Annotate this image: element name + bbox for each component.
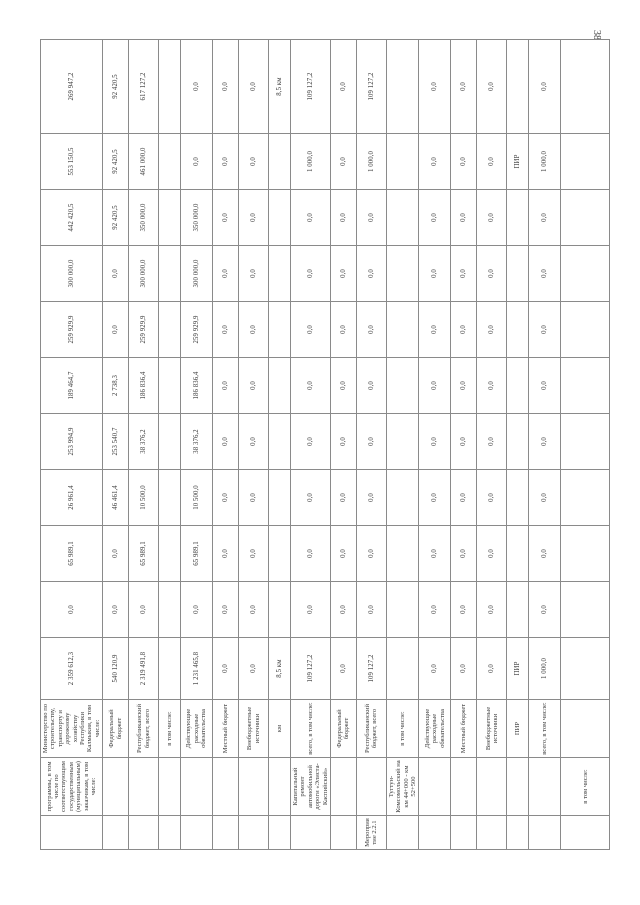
- value-cell: 92 420,5: [103, 40, 129, 134]
- value-cell: 2 319 491,8: [129, 638, 159, 700]
- value-cell: 1 000,0: [356, 134, 386, 190]
- value-cell: 1 000,0: [291, 134, 331, 190]
- value-cell: [507, 190, 529, 246]
- value-cell: 0,0: [330, 526, 356, 582]
- table-row: [129, 40, 159, 850]
- value-cell: [561, 134, 610, 190]
- value-cell: 65 989,1: [129, 526, 159, 582]
- value-cell: 269 947,2: [41, 40, 103, 134]
- table-row: [451, 40, 477, 850]
- row-name: Тугтун-Комсомольский на км 44+000 - км 52+500: [386, 758, 419, 816]
- value-cell: 0,0: [213, 470, 239, 526]
- row-name: [356, 758, 386, 816]
- value-cell: 0,0: [477, 40, 507, 134]
- value-cell: 0,0: [291, 302, 331, 358]
- value-cell: 617 127,2: [129, 40, 159, 134]
- value-cell: 0,0: [239, 470, 269, 526]
- row-name: программы, в том числе по соответствующим государственным (муниципальным) заказчикам, в том числе:: [41, 758, 103, 816]
- table-row: [477, 40, 507, 850]
- value-cell: 0,0: [356, 414, 386, 470]
- value-cell: [386, 470, 419, 526]
- value-cell: 0,0: [419, 526, 451, 582]
- value-cell: 10 500,0: [181, 470, 213, 526]
- value-cell: 0,0: [291, 414, 331, 470]
- value-cell: 0,0: [330, 40, 356, 134]
- row-code: [386, 816, 419, 850]
- value-cell: 0,0: [419, 358, 451, 414]
- value-cell: ПИР: [507, 638, 529, 700]
- funding-source: Республиканский бюджет, всего: [129, 700, 159, 758]
- value-cell: [561, 40, 610, 134]
- value-cell: 0,0: [529, 582, 561, 638]
- table-row: [213, 40, 239, 850]
- value-cell: [386, 526, 419, 582]
- value-cell: [507, 470, 529, 526]
- funding-source: Местный бюджет: [451, 700, 477, 758]
- value-cell: 0,0: [356, 190, 386, 246]
- value-cell: 0,0: [477, 246, 507, 302]
- value-cell: 0,0: [239, 414, 269, 470]
- row-code: [181, 816, 213, 850]
- value-cell: 46 461,4: [103, 470, 129, 526]
- value-cell: 0,0: [451, 414, 477, 470]
- value-cell: [507, 582, 529, 638]
- value-cell: 540 120,9: [103, 638, 129, 700]
- value-cell: 0,0: [356, 302, 386, 358]
- value-cell: [561, 470, 610, 526]
- value-cell: [561, 582, 610, 638]
- value-cell: 0,0: [103, 582, 129, 638]
- value-cell: [507, 40, 529, 134]
- value-cell: 2 359 612,3: [41, 638, 103, 700]
- value-cell: 10 500,0: [129, 470, 159, 526]
- value-cell: 65 989,1: [181, 526, 213, 582]
- value-cell: 0,0: [419, 40, 451, 134]
- value-cell: [159, 190, 181, 246]
- funding-source: км: [269, 700, 291, 758]
- value-cell: 0,0: [477, 526, 507, 582]
- value-cell: 0,0: [330, 302, 356, 358]
- value-cell: 0,0: [529, 302, 561, 358]
- funding-source: Федеральный бюджет: [103, 700, 129, 758]
- value-cell: 0,0: [181, 134, 213, 190]
- value-cell: [386, 246, 419, 302]
- value-cell: 0,0: [239, 582, 269, 638]
- value-cell: 0,0: [529, 40, 561, 134]
- row-code: [291, 816, 331, 850]
- funding-source: в том числе:: [386, 700, 419, 758]
- value-cell: [507, 302, 529, 358]
- value-cell: 253 994,9: [41, 414, 103, 470]
- budget-table: [40, 39, 610, 850]
- value-cell: 38 376,2: [181, 414, 213, 470]
- value-cell: 0,0: [529, 190, 561, 246]
- value-cell: 0,0: [239, 638, 269, 700]
- value-cell: [159, 638, 181, 700]
- value-cell: 0,0: [529, 414, 561, 470]
- value-cell: 0,0: [239, 40, 269, 134]
- value-cell: 300 000,0: [129, 246, 159, 302]
- value-cell: 0,0: [477, 358, 507, 414]
- row-code: [330, 816, 356, 850]
- value-cell: 0,0: [330, 246, 356, 302]
- value-cell: [386, 358, 419, 414]
- value-cell: [561, 414, 610, 470]
- funding-source: всего, в том числе:: [529, 700, 561, 758]
- value-cell: [269, 414, 291, 470]
- row-name: [529, 758, 561, 816]
- value-cell: 109 127,2: [356, 638, 386, 700]
- funding-source: Внебюджетные источники: [477, 700, 507, 758]
- value-cell: 0,0: [291, 358, 331, 414]
- value-cell: 0,0: [213, 302, 239, 358]
- row-code: [269, 816, 291, 850]
- row-code: [529, 816, 561, 850]
- value-cell: 0,0: [330, 470, 356, 526]
- value-cell: 0,0: [330, 638, 356, 700]
- value-cell: 186 836,4: [181, 358, 213, 414]
- value-cell: 0,0: [419, 190, 451, 246]
- value-cell: 109 127,2: [291, 40, 331, 134]
- value-cell: 0,0: [103, 526, 129, 582]
- value-cell: [269, 470, 291, 526]
- value-cell: 0,0: [356, 582, 386, 638]
- row-code: [561, 816, 610, 850]
- value-cell: 8,5 км: [269, 638, 291, 700]
- value-cell: [507, 246, 529, 302]
- value-cell: 0,0: [477, 190, 507, 246]
- value-cell: 0,0: [529, 470, 561, 526]
- row-name: [239, 758, 269, 816]
- value-cell: [507, 358, 529, 414]
- value-cell: [269, 190, 291, 246]
- page-number: 38: [591, 30, 602, 40]
- row-name: [451, 758, 477, 816]
- value-cell: 0,0: [330, 358, 356, 414]
- value-cell: 0,0: [103, 302, 129, 358]
- value-cell: 0,0: [419, 134, 451, 190]
- value-cell: 300 000,0: [181, 246, 213, 302]
- value-cell: [386, 638, 419, 700]
- value-cell: [561, 190, 610, 246]
- value-cell: 0,0: [291, 526, 331, 582]
- value-cell: 92 420,5: [103, 134, 129, 190]
- value-cell: 0,0: [356, 470, 386, 526]
- value-cell: 0,0: [356, 526, 386, 582]
- value-cell: [159, 582, 181, 638]
- value-cell: 0,0: [239, 358, 269, 414]
- value-cell: 0,0: [419, 470, 451, 526]
- value-cell: 0,0: [239, 526, 269, 582]
- value-cell: 0,0: [451, 190, 477, 246]
- funding-source: в том числе:: [159, 700, 181, 758]
- funding-source: Действующие расходные обязательства: [181, 700, 213, 758]
- funding-source: всего, в том числе:: [291, 700, 331, 758]
- row-name: [330, 758, 356, 816]
- value-cell: 189 464,7: [41, 358, 103, 414]
- value-cell: 92 420,5: [103, 190, 129, 246]
- row-code: Мероприятие 2.2.1: [356, 816, 386, 850]
- value-cell: 0,0: [477, 134, 507, 190]
- table-row: [239, 40, 269, 850]
- row-name: [103, 758, 129, 816]
- value-cell: 0,0: [419, 582, 451, 638]
- table-row: [159, 40, 181, 850]
- value-cell: 0,0: [291, 246, 331, 302]
- rotated-page: [40, 40, 589, 850]
- value-cell: 0,0: [451, 638, 477, 700]
- row-name: [129, 758, 159, 816]
- row-code: [419, 816, 451, 850]
- value-cell: 0,0: [356, 246, 386, 302]
- value-cell: 0,0: [451, 246, 477, 302]
- value-cell: [269, 134, 291, 190]
- row-name: [159, 758, 181, 816]
- value-cell: [159, 40, 181, 134]
- value-cell: [269, 582, 291, 638]
- value-cell: 253 540,7: [103, 414, 129, 470]
- value-cell: [159, 358, 181, 414]
- value-cell: [386, 414, 419, 470]
- value-cell: 0,0: [291, 470, 331, 526]
- value-cell: 0,0: [213, 190, 239, 246]
- value-cell: ПИР: [507, 134, 529, 190]
- row-name: [181, 758, 213, 816]
- value-cell: 1 231 465,8: [181, 638, 213, 700]
- value-cell: 0,0: [477, 638, 507, 700]
- value-cell: [507, 526, 529, 582]
- funding-source: [561, 700, 610, 758]
- value-cell: 0,0: [330, 582, 356, 638]
- table-row: [386, 40, 419, 850]
- value-cell: 0,0: [129, 582, 159, 638]
- value-cell: [159, 414, 181, 470]
- value-cell: 0,0: [451, 134, 477, 190]
- value-cell: 0,0: [419, 246, 451, 302]
- value-cell: 109 127,2: [291, 638, 331, 700]
- row-code: [213, 816, 239, 850]
- table-row: [529, 40, 561, 850]
- value-cell: 0,0: [213, 414, 239, 470]
- value-cell: 350 000,0: [181, 190, 213, 246]
- value-cell: 0,0: [103, 246, 129, 302]
- value-cell: [159, 526, 181, 582]
- value-cell: [507, 414, 529, 470]
- value-cell: 0,0: [330, 134, 356, 190]
- row-code: [103, 816, 129, 850]
- value-cell: 186 836,4: [129, 358, 159, 414]
- value-cell: 0,0: [239, 246, 269, 302]
- value-cell: 2 738,3: [103, 358, 129, 414]
- row-code: [507, 816, 529, 850]
- value-cell: 8,5 км: [269, 40, 291, 134]
- row-code: [477, 816, 507, 850]
- row-code: [451, 816, 477, 850]
- value-cell: 259 929,9: [129, 302, 159, 358]
- table-row: [41, 40, 103, 850]
- value-cell: [561, 638, 610, 700]
- value-cell: 65 989,1: [41, 526, 103, 582]
- row-code: [159, 816, 181, 850]
- value-cell: [159, 134, 181, 190]
- table-row: [330, 40, 356, 850]
- value-cell: [386, 582, 419, 638]
- value-cell: [159, 470, 181, 526]
- row-name: [419, 758, 451, 816]
- row-name: [477, 758, 507, 816]
- row-code: [41, 816, 103, 850]
- value-cell: 0,0: [239, 134, 269, 190]
- funding-source: Внебюджетные источники: [239, 700, 269, 758]
- value-cell: 0,0: [529, 526, 561, 582]
- value-cell: 259 929,9: [41, 302, 103, 358]
- value-cell: 0,0: [213, 638, 239, 700]
- value-cell: 0,0: [451, 40, 477, 134]
- funding-source: ПИР: [507, 700, 529, 758]
- table-row: [269, 40, 291, 850]
- table-wrapper: [40, 40, 589, 850]
- value-cell: 0,0: [477, 414, 507, 470]
- value-cell: [561, 526, 610, 582]
- value-cell: 0,0: [451, 470, 477, 526]
- value-cell: [159, 246, 181, 302]
- value-cell: 0,0: [181, 40, 213, 134]
- value-cell: 1 000,0: [529, 134, 561, 190]
- value-cell: [561, 302, 610, 358]
- value-cell: [561, 246, 610, 302]
- row-code: [239, 816, 269, 850]
- value-cell: [269, 526, 291, 582]
- value-cell: 0,0: [239, 190, 269, 246]
- value-cell: [386, 302, 419, 358]
- table-row: [419, 40, 451, 850]
- table-body: [41, 40, 610, 850]
- value-cell: 0,0: [181, 582, 213, 638]
- value-cell: 0,0: [529, 358, 561, 414]
- value-cell: 0,0: [419, 414, 451, 470]
- value-cell: 1 000,0: [529, 638, 561, 700]
- value-cell: 0,0: [330, 414, 356, 470]
- value-cell: [269, 358, 291, 414]
- value-cell: 38 376,2: [129, 414, 159, 470]
- table-row: [356, 40, 386, 850]
- value-cell: 0,0: [529, 246, 561, 302]
- value-cell: [561, 358, 610, 414]
- table-row: [181, 40, 213, 850]
- funding-source: Республиканский бюджет, всего: [356, 700, 386, 758]
- row-name: Капитальный ремонт автомобильной дороги «Элиста-Каспийский»: [291, 758, 331, 816]
- value-cell: 0,0: [239, 302, 269, 358]
- value-cell: 553 150,5: [41, 134, 103, 190]
- value-cell: 0,0: [213, 582, 239, 638]
- row-name: [213, 758, 239, 816]
- value-cell: 0,0: [213, 246, 239, 302]
- table-row: [507, 40, 529, 850]
- value-cell: 0,0: [477, 302, 507, 358]
- value-cell: 0,0: [451, 358, 477, 414]
- row-name: в том числе:: [561, 758, 610, 816]
- value-cell: 0,0: [419, 638, 451, 700]
- value-cell: 300 000,0: [41, 246, 103, 302]
- value-cell: [386, 40, 419, 134]
- value-cell: 0,0: [330, 190, 356, 246]
- funding-source: Министерство по строительству, транспорту и дорожному хозяйству Республики Калмыкия, в том числе:: [41, 700, 103, 758]
- value-cell: 0,0: [451, 302, 477, 358]
- value-cell: [159, 302, 181, 358]
- table-row: [103, 40, 129, 850]
- value-cell: [269, 302, 291, 358]
- value-cell: 0,0: [41, 582, 103, 638]
- table-row: [561, 40, 610, 850]
- table-row: [291, 40, 331, 850]
- value-cell: 26 961,4: [41, 470, 103, 526]
- value-cell: 0,0: [213, 526, 239, 582]
- row-name: [269, 758, 291, 816]
- value-cell: 350 000,0: [129, 190, 159, 246]
- value-cell: 0,0: [477, 582, 507, 638]
- row-code: [129, 816, 159, 850]
- value-cell: 442 420,5: [41, 190, 103, 246]
- value-cell: 0,0: [477, 470, 507, 526]
- value-cell: 259 929,9: [181, 302, 213, 358]
- value-cell: 0,0: [213, 134, 239, 190]
- funding-source: Федеральный бюджет: [330, 700, 356, 758]
- value-cell: 0,0: [213, 40, 239, 134]
- value-cell: 0,0: [451, 526, 477, 582]
- funding-source: Действующие расходные обязательства: [419, 700, 451, 758]
- value-cell: 0,0: [451, 582, 477, 638]
- value-cell: [269, 246, 291, 302]
- value-cell: 461 000,0: [129, 134, 159, 190]
- value-cell: 0,0: [291, 582, 331, 638]
- funding-source: Местный бюджет: [213, 700, 239, 758]
- value-cell: [386, 134, 419, 190]
- value-cell: 0,0: [356, 358, 386, 414]
- value-cell: [386, 190, 419, 246]
- value-cell: 109 127,2: [356, 40, 386, 134]
- value-cell: 0,0: [419, 302, 451, 358]
- value-cell: 0,0: [213, 358, 239, 414]
- row-name: [507, 758, 529, 816]
- value-cell: 0,0: [291, 190, 331, 246]
